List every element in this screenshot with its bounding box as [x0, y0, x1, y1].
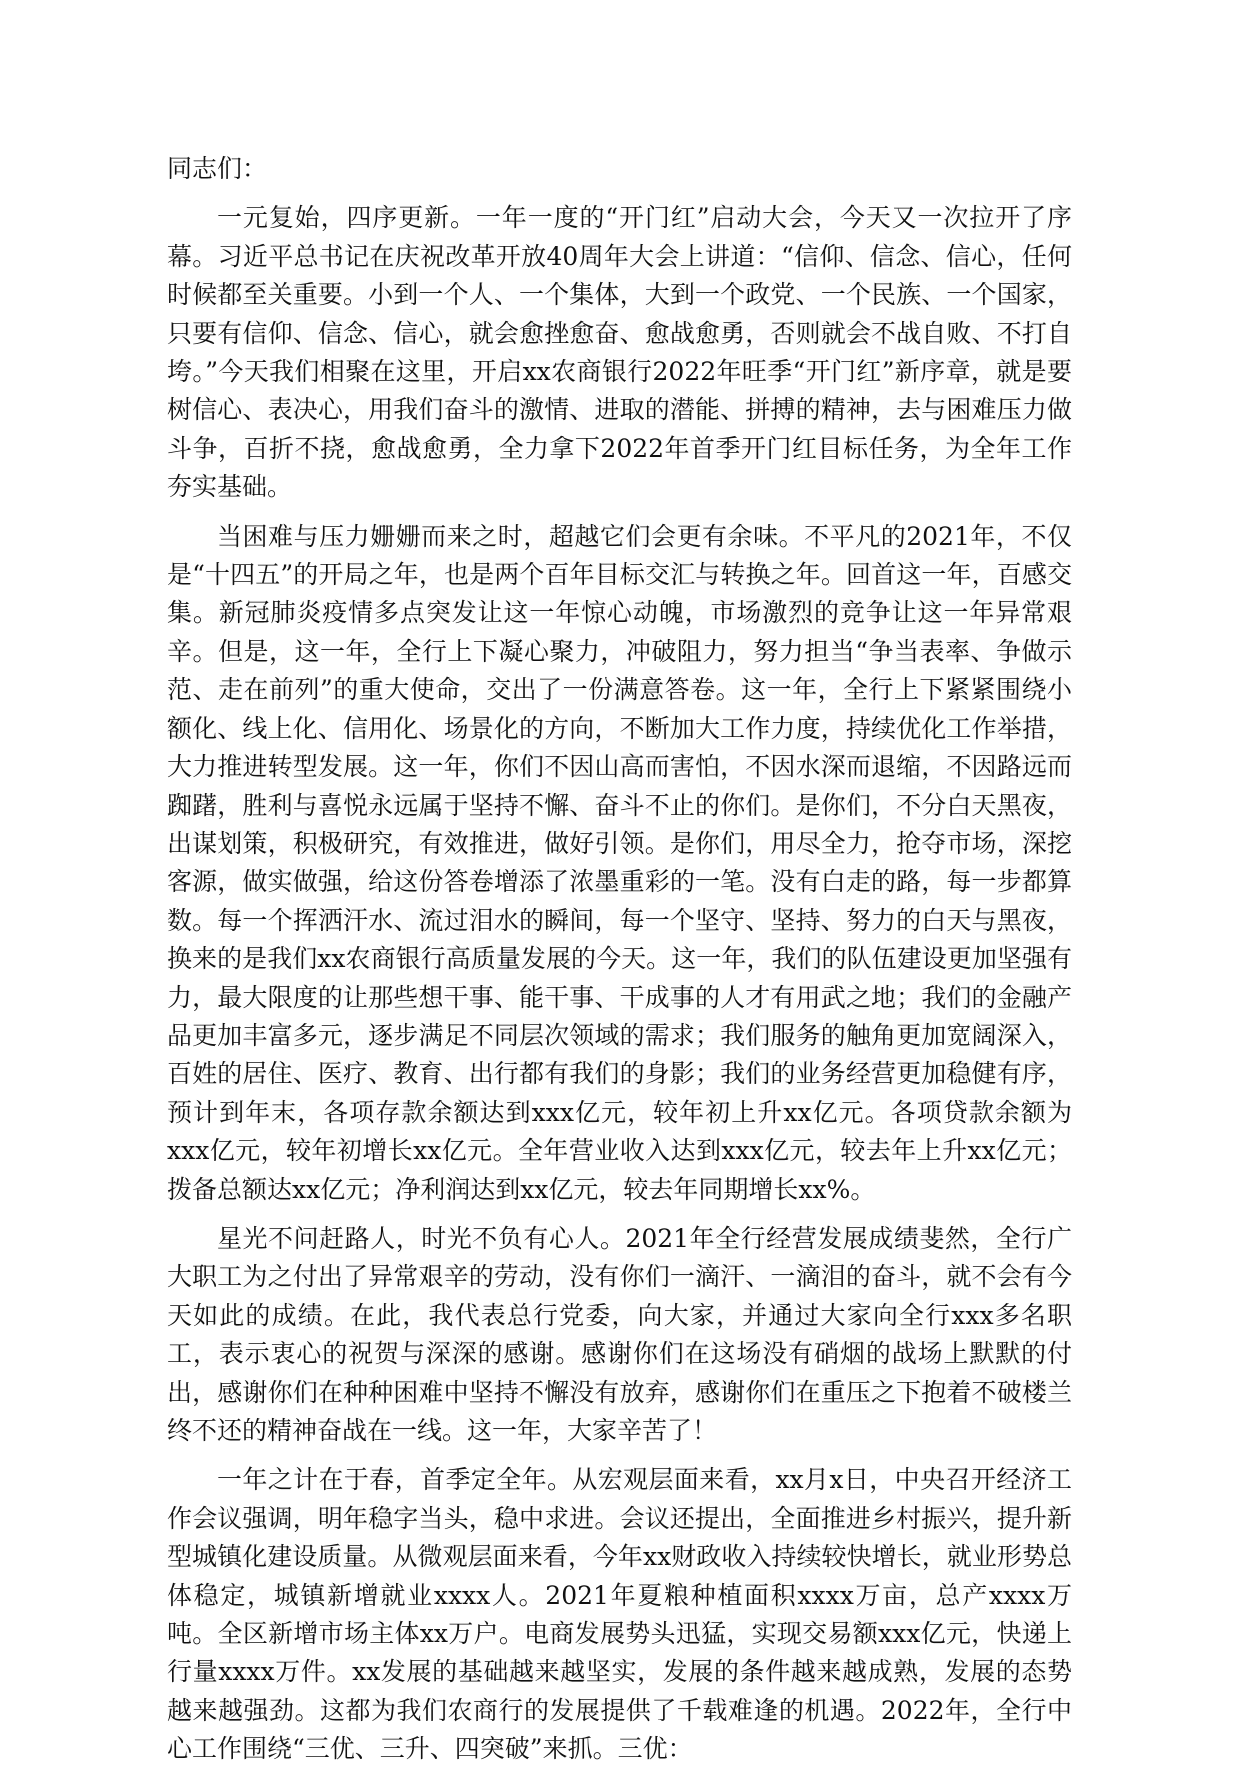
salutation: 同志们：: [167, 154, 268, 183]
paragraph-opening: 一元复始，四序更新。一年一度的“开门红”启动大会，今天又一次拉开了序幕。习近平总书记在庆祝改革开放40周年大会上讲道：“信仰、信念、信心，任何时候都至关重要。小到一个人、一个集体，大到一个政党、一个民族、一个国家，只要有信仰、信念、信心，就会愈挫愈奋、愈战愈勇，否则就会不战自败、不打自垮。”今天我们相聚在这里，开启xx农商银行2022年旺季“开门红”新序章，就是要树信心、表决心，用我们奋斗的激情、进取的潜能、拼搏的精神，去与困难压力做斗争，百折不挠，愈战愈勇，全力拿下2022年首季开门红目标任务，为全年工作夯实基础。: [167, 203, 1072, 502]
paragraph-review-2021: 当困难与压力姗姗而来之时，超越它们会更有余味。不平凡的2021年，不仅是“十四五”的开局之年，也是两个百年目标交汇与转换之年。回首这一年，百感交集。新冠肺炎疫情多点突发让这一年惊心动魄，市场激烈的竞争让这一年异常艰辛。但是，这一年，全行上下凝心聚力，冲破阻力，努力担当“争当表率、争做示范、走在前列”的重大使命，交出了一份满意答卷。这一年，全行上下紧紧围绕小额化、线上化、信用化、场景化的方向，不断加大工作力度，持续优化工作举措，大力推进转型发展。这一年，你们不因山高而害怕，不因水深而退缩，不因路远而踟躇，胜利与喜悦永远属于坚持不懈、奋斗不止的你们。是你们，不分白天黑夜，出谋划策，积极研究，有效推进，做好引领。是你们，用尽全力，抢夺市场，深挖客源，做实做强，给这份答卷增添了浓墨重彩的一笔。没有白走的路，每一步都算数。每一个挥洒汗水、流过泪水的瞬间，每一个坚守、坚持、努力的白天与黑夜，换来的是我们xx农商银行高质量发展的今天。这一年，我们的队伍建设更加坚强有力，最大限度的让那些想干事、能干事、干成事的人才有用武之地；我们的金融产品更加丰富多元，逐步满足不同层次领域的需求；我们服务的触角更加宽阔深入，百姓的居住、医疗、教育、出行都有我们的身影；我们的业务经营更加稳健有序，预计到年末，各项存款余额达到xxx亿元，较年初上升xx亿元。各项贷款余额为xxx亿元，较年初增长xx亿元。全年营业收入达到xxx亿元，较去年上升xx亿元；拨备总额达xx亿元；净利润达到xx亿元，较去年同期增长xx%。: [167, 521, 1072, 1204]
paragraph-thanks: 星光不问赶路人，时光不负有心人。2021年全行经营发展成绩斐然，全行广大职工为之付出了异常艰辛的劳动，没有你们一滴汗、一滴泪的奋斗，就不会有今天如此的成绩。在此，我代表总行党委，向大家，并通过大家向全行xxx多名职工，表示衷心的祝贺与深深的感谢。感谢你们在这场没有硝烟的战场上默默的付出，感谢你们在种种困难中坚持不懈没有放弃，感谢你们在重压之下抱着不破楼兰终不还的精神奋战在一线。这一年，大家辛苦了！: [167, 1223, 1072, 1445]
paragraph-outlook-2022: 一年之计在于春，首季定全年。从宏观层面来看，xx月x日，中央召开经济工作会议强调，明年稳字当头，稳中求进。会议还提出，全面推进乡村振兴，提升新型城镇化建设质量。从微观层面来看，今年xx财政收入持续较快增长，就业形势总体稳定，城镇新增就业xxxx人。2021年夏粮种植面积xxxx万亩，总产xxxx万吨。全区新增市场主体xx万户。电商发展势头迅猛，实现交易额xxx亿元，快递上行量xxxx万件。xx发展的基础越来越坚实，发展的条件越来越成熟，发展的态势越来越强劲。这都为我们农商行的发展提供了千载难逢的机遇。2022年，全行中心工作围绕“三优、三升、四突破”来抓。三优：: [167, 1465, 1072, 1764]
document-page: [167, 150, 1072, 1780]
